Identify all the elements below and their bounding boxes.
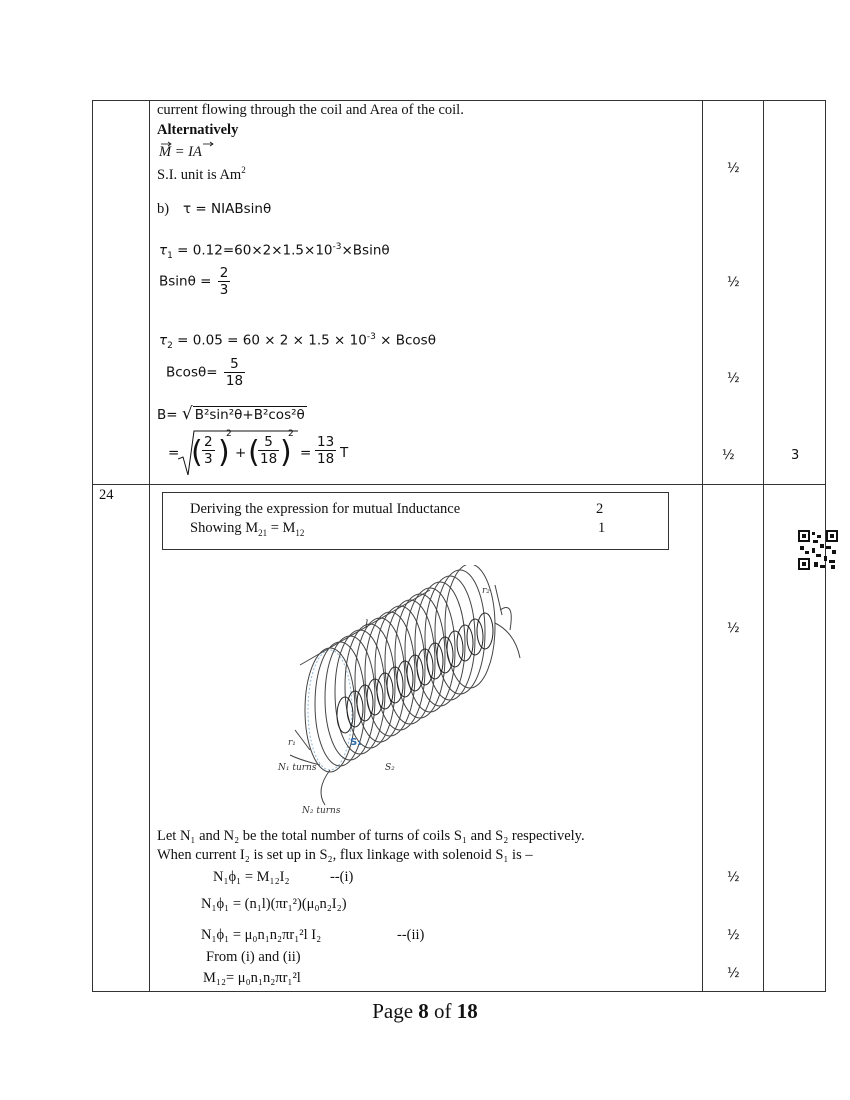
mark: ½ (727, 161, 740, 176)
qno-cell (93, 485, 150, 992)
marking-scheme-box (162, 492, 669, 550)
fraction (315, 434, 336, 467)
mark: ½ (727, 275, 740, 290)
paren-open: ( (191, 435, 203, 470)
subscript: 21 (258, 527, 268, 538)
tau1-tail: ×Bsinθ (341, 242, 390, 259)
vector-arrows (159, 139, 219, 147)
unit-tesla: T (340, 445, 349, 461)
bsin-equation (159, 265, 232, 298)
marks-cell (703, 101, 764, 485)
denominator: 3 (204, 451, 213, 467)
total-marks: 3 (791, 448, 800, 463)
tau-symbol: τ (159, 242, 168, 259)
marks-cell (703, 485, 764, 992)
lead-wire (321, 770, 330, 805)
question-number: 24 (99, 487, 114, 503)
fraction (202, 434, 215, 467)
page-footer (0, 999, 850, 1024)
equals-sign: = (300, 445, 312, 461)
mark: ½ (727, 621, 740, 636)
qno-cell (93, 101, 150, 485)
moment-equation-text: M = IA (159, 144, 202, 160)
alternatively-heading: Alternatively (157, 122, 239, 138)
subscript: 12 (295, 527, 305, 538)
numerator: 2 (204, 434, 213, 450)
page-number: 8 (418, 999, 429, 1023)
equation-ii: N₁ϕ₁ = μ₀n₁n₂πr₁²l I₂ (201, 927, 322, 943)
mark: ½ (727, 928, 740, 943)
equation-i: N₁ϕ₁ = M₁₂I₂ (213, 869, 290, 885)
page-total: 18 (456, 999, 478, 1023)
denominator: 3 (219, 282, 229, 298)
tau2-tail: × Bcosθ (380, 332, 436, 349)
paren-open: ( (248, 435, 260, 470)
result-equation: M₁₂= μ₀n₁n₂πr₁²l (203, 970, 301, 986)
numerator: 13 (317, 434, 335, 450)
paren-close: ) (280, 435, 292, 470)
footer-prefix: Page (372, 999, 419, 1023)
answer-text: current flowing through the coil and Area of the coil. (157, 102, 464, 118)
label-s1: S₁ (350, 737, 362, 748)
label-n2-turns: N₂ turns (302, 806, 341, 816)
bcos-lhs: Bcosθ= (166, 364, 218, 381)
equation: N₁ϕ₁ = (n₁l)(πr₁²)(μ₀n₂I₂) (201, 896, 347, 912)
sqrt-content: B²sin²θ+B²cos²θ (194, 407, 305, 423)
scheme-line-2-mid: = M (267, 520, 296, 536)
tau-subscript: 2 (167, 341, 173, 352)
tau2-rhs: = 0.05 = 60 × 2 × 1.5 × 10 (177, 332, 367, 349)
tau1-equation (159, 242, 390, 261)
paragraph: When current I₂ is set up in S₂, flux linkage with solenoid S₁ is – (157, 847, 533, 863)
mark: ½ (727, 966, 740, 981)
equals-sign: = (168, 445, 180, 461)
label-l: l (365, 619, 369, 630)
mark: ½ (727, 371, 740, 386)
tau1-exponent: -3 (332, 242, 342, 252)
square-exponent: 2 (226, 429, 232, 439)
sqrt-icon: √ (181, 404, 193, 424)
scheme-mark-1: 2 (596, 501, 604, 517)
tau-subscript: 1 (167, 251, 173, 262)
label-s2: S₂ (385, 763, 395, 773)
square-exponent: 2 (288, 429, 294, 439)
tau2-exponent: -3 (366, 332, 376, 342)
denominator: 18 (260, 451, 278, 467)
numerator: 5 (258, 434, 279, 451)
mark: ½ (722, 448, 735, 463)
equation-tag: --(ii) (397, 927, 425, 943)
bsin-lhs: Bsinθ = (159, 273, 212, 290)
label-n1-turns: N₁ turns (278, 763, 317, 773)
from-text: From (i) and (ii) (206, 949, 301, 965)
coaxial-solenoids-figure (270, 565, 530, 820)
scheme-line-1: Deriving the expression for mutual Inductance (190, 501, 461, 517)
total-cell (764, 101, 826, 485)
label-r1: r₁ (288, 738, 296, 748)
fraction (218, 265, 231, 298)
si-unit-exponent: 2 (241, 165, 246, 175)
tau2-equation (159, 332, 436, 351)
numerator: 5 (224, 356, 245, 373)
scheme-mark-2: 1 (598, 520, 606, 536)
tau-symbol: τ (159, 332, 168, 349)
si-unit-label: S.I. unit is Am (157, 166, 242, 183)
radius-r2-arrow (495, 585, 502, 615)
outer-coil-s2 (305, 565, 495, 772)
fraction (258, 434, 279, 467)
inner-coil-end (308, 650, 352, 770)
mark: ½ (727, 870, 740, 885)
b-magnitude-equation (157, 404, 307, 424)
fraction (224, 356, 245, 389)
numerator: 2 (219, 265, 229, 281)
si-unit-text (157, 161, 246, 185)
denominator: 18 (317, 451, 335, 467)
answer-cell (150, 101, 703, 485)
plus-sign: + (235, 445, 247, 461)
lead-wire (495, 623, 520, 658)
footer-of: of (428, 999, 457, 1023)
scheme-line-2-text: Showing M (190, 520, 259, 536)
scheme-line-2 (190, 519, 304, 543)
qr-code-icon (798, 530, 838, 570)
tau1-rhs: = 0.12=60×2×1.5×10 (177, 242, 333, 259)
b-equals: B= (157, 407, 178, 423)
denominator: 18 (225, 373, 244, 389)
paragraph: Let N₁ and N₂ be the total number of turns of coils S₁ and S₂ respectively. (157, 828, 585, 844)
label-r2: r₂ (482, 586, 490, 596)
bcos-equation (166, 356, 247, 389)
part-b-label: b) (157, 201, 170, 217)
torque-equation: τ = NIABsinθ (183, 201, 272, 217)
equation-tag: --(i) (330, 869, 354, 885)
paren-close: ) (218, 435, 230, 470)
